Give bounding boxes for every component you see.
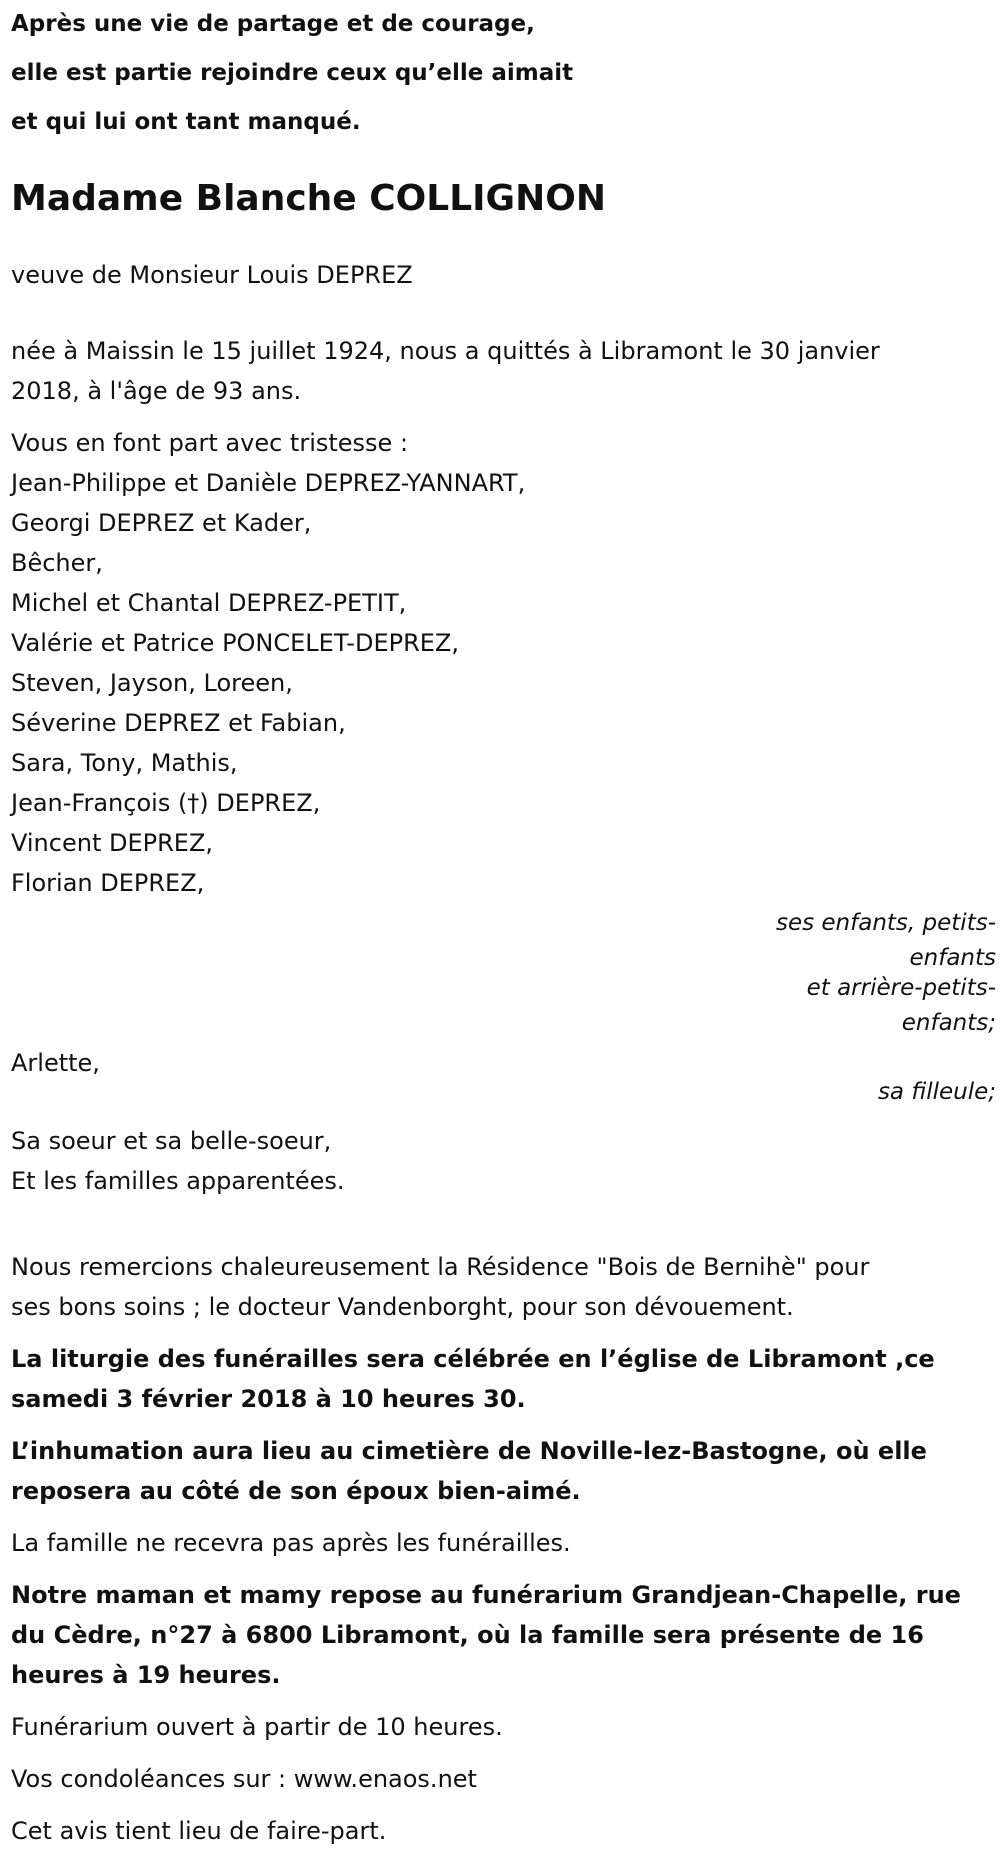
funeral-home-line-1: Notre maman et mamy repose au funérarium Grandjean-Chapelle, rue bbox=[11, 1581, 961, 1609]
family-member: Jean-François (†) DEPREZ, bbox=[11, 789, 321, 817]
intro-verse bbox=[11, 0, 996, 147]
open-from-line: Funérarium ouvert à partir de 10 heures. bbox=[11, 1713, 503, 1741]
family-member: Sara, Tony, Mathis, bbox=[11, 749, 238, 777]
liturgy-paragraph bbox=[11, 1339, 996, 1419]
role-children-line-4: enfants; bbox=[901, 1010, 996, 1036]
family-member: Florian DEPREZ, bbox=[11, 869, 205, 897]
intro-line-1: Après une vie de partage et de courage, bbox=[11, 11, 535, 37]
role-children bbox=[11, 903, 996, 1043]
burial-line-2: reposera au côté de son époux bien-aimé. bbox=[11, 1477, 581, 1505]
family-member: Georgi DEPREZ et Kader, bbox=[11, 509, 312, 537]
birth-death-line-1: née à Maissin le 15 juillet 1924, nous a quittés à Libramont le 30 janvier bbox=[11, 337, 880, 365]
birth-death-line-2: 2018, à l'âge de 93 ans. bbox=[11, 377, 302, 405]
obituary-notice bbox=[11, 0, 996, 1851]
role-children-line-1: ses enfants, petits- bbox=[775, 910, 996, 936]
deceased-name: Madame Blanche COLLIGNON bbox=[11, 178, 606, 219]
family-member: Bêcher, bbox=[11, 549, 103, 577]
burial-line-1: L’inhumation aura lieu au cimetière de Noville-lez-Bastogne, où elle bbox=[11, 1437, 927, 1465]
widow-of-line: veuve de Monsieur Louis DEPREZ bbox=[11, 261, 413, 289]
relatives-line-1: Sa soeur et sa belle-soeur, bbox=[11, 1127, 332, 1155]
goddaughter-name: Arlette, bbox=[11, 1049, 100, 1077]
burial-paragraph bbox=[11, 1431, 996, 1511]
relatives bbox=[11, 1121, 996, 1201]
liturgy-line-2: samedi 3 février 2018 à 10 heures 30. bbox=[11, 1385, 526, 1413]
intro-line-3: et qui lui ont tant manqué. bbox=[11, 109, 361, 135]
family-member: Michel et Chantal DEPREZ-PETIT, bbox=[11, 589, 407, 617]
family-list bbox=[11, 423, 996, 903]
thanks-line-1: Nous remercions chaleureusement la Résidence "Bois de Bernihè" pour bbox=[11, 1253, 870, 1281]
family-member: Steven, Jayson, Loreen, bbox=[11, 669, 293, 697]
family-member: Séverine DEPREZ et Fabian, bbox=[11, 709, 346, 737]
condolences-line: Vos condoléances sur : www.enaos.net bbox=[11, 1765, 477, 1793]
funeral-home-line-3: heures à 19 heures. bbox=[11, 1661, 281, 1689]
intro-line-2: elle est partie rejoindre ceux qu’elle aimait bbox=[11, 60, 574, 86]
no-reception-line: La famille ne recevra pas après les funérailles. bbox=[11, 1529, 571, 1557]
family-member: Vincent DEPREZ, bbox=[11, 829, 214, 857]
role-children-line-2: enfants bbox=[909, 945, 996, 971]
thanks-paragraph bbox=[11, 1247, 996, 1327]
thanks-line-2: ses bons soins ; le docteur Vandenborght, pour son dévouement. bbox=[11, 1293, 794, 1321]
role-children-line-3: et arrière-petits- bbox=[806, 975, 996, 1001]
notice-line: Cet avis tient lieu de faire-part. bbox=[11, 1817, 387, 1845]
announcement-intro: Vous en font part avec tristesse : bbox=[11, 429, 409, 457]
funeral-home-line-2: du Cèdre, n°27 à 6800 Libramont, où la famille sera présente de 16 bbox=[11, 1621, 924, 1649]
family-member: Valérie et Patrice PONCELET-DEPREZ, bbox=[11, 629, 459, 657]
liturgy-line-1: La liturgie des funérailles sera célébrée en l’église de Libramont ,ce bbox=[11, 1345, 935, 1373]
relatives-line-2: Et les familles apparentées. bbox=[11, 1167, 345, 1195]
funeral-home-paragraph bbox=[11, 1575, 996, 1695]
family-member: Jean-Philippe et Danièle DEPREZ-YANNART, bbox=[11, 469, 526, 497]
role-goddaughter: sa filleule; bbox=[877, 1079, 996, 1105]
birth-death-paragraph bbox=[11, 331, 996, 411]
